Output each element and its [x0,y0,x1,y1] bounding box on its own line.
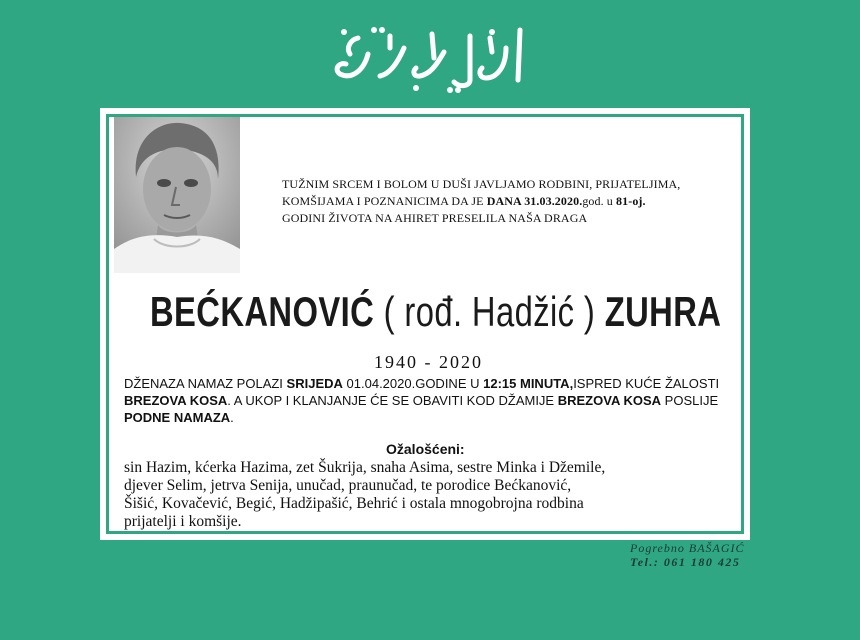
funeral-home-info [630,541,745,569]
portrait-photo [114,117,240,273]
funeral-date: 01.04.2020.GODINE U [346,376,480,391]
funeral-time: 12:15 MINUTA, [483,376,574,391]
deceased-name [150,288,722,336]
funeral-prayer: PODNE NAMAZA [124,410,231,425]
mourners-line: Šišić, Kovačević, Begić, Hadžipašić, Behrić i ostala mnogobrojna rodbina [124,495,584,512]
mourners-list [124,459,744,531]
mourners-line: prijatelji i komšije. [124,513,242,530]
funeral-home-phone: Tel.: 061 180 425 [630,555,741,569]
intro-line-2-god: god. u [582,194,613,208]
funeral-text-6: POSLIJE [664,393,719,408]
funeral-text-1: DŽENAZA NAMAZ POLAZI [124,376,283,391]
intro-line-2-text: KOMŠIJAMA I POZNANICIMA DA JE [282,194,484,208]
funeral-details [124,375,734,426]
deceased-given-name: ZUHRA [604,288,722,335]
age-at-death: 81-oj. [616,194,646,208]
funeral-text-5: DŽAMIJE [498,393,555,408]
funeral-house-location: BREZOVA KOSA [124,393,228,408]
intro-line-3: GODINI ŽIVOTA NA AHIRET PRESELILA NAŠA DRAGA [282,211,588,225]
announcement-intro [282,176,692,227]
arabic-calligraphy-logo [320,18,540,100]
funeral-home-name: Pogrebno BAŠAGIĆ [630,541,745,555]
funeral-text-7: . [230,410,234,425]
mourners-line: djever Selim, jetrva Senija, unučad, praunučad, te porodice Bećkanović, [124,477,572,494]
date-of-death: DANA 31.03.2020. [486,194,583,208]
funeral-text-2: ISPRED [573,376,622,391]
funeral-mosque-location: BREZOVA KOSA [557,393,662,408]
funeral-day: SRIJEDA [286,376,343,391]
mourners-title: Ožalošćeni: [386,441,465,457]
intro-line-2 [282,193,692,210]
intro-line-1: TUŽNIM SRCEM I BOLOM U DUŠI JAVLJAMO RODBINI, PRIJATELJIMA, [282,177,681,191]
deceased-surname: BEĆKANOVIĆ [150,288,375,335]
life-years: 1940 - 2020 [374,352,483,372]
deceased-maiden-name: ( rođ. Hadžić ) [383,288,596,335]
funeral-text-3: KUĆE ŽALOSTI [625,376,720,391]
mourners-line: sin Hazim, kćerka Hazima, zet Šukrija, snaha Asima, sestre Minka i Džemile, [124,459,606,476]
funeral-text-4: . A UKOP I KLANJANJE ĆE SE OBAVITI KOD [227,393,495,408]
